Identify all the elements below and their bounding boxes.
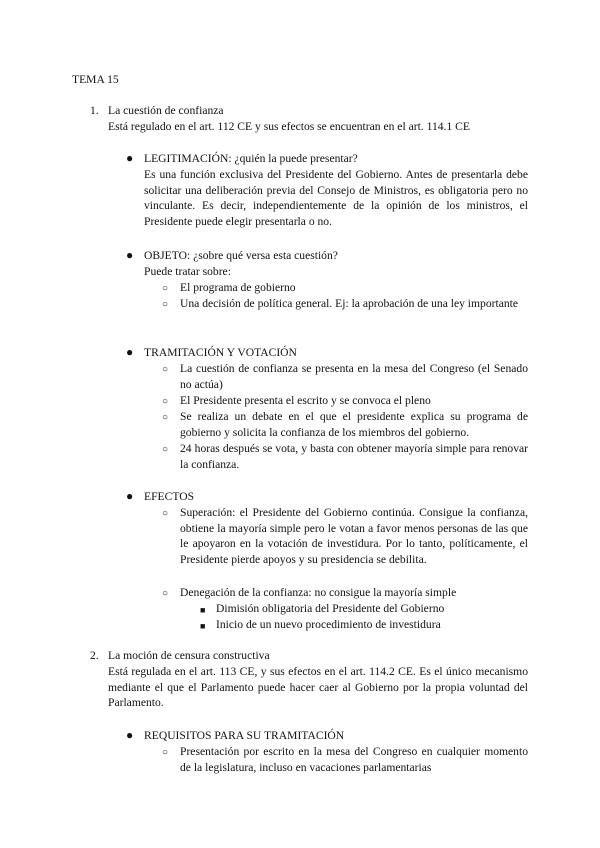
list-subitem: Dimisión obligatoria del Presidente del Gobierno [216, 602, 445, 615]
subsection-heading: LEGITIMACIÓN: ¿quién la puede presentar? [144, 152, 358, 165]
bullet-circle-icon: ○ [162, 412, 169, 423]
section-intro: Está regulada en el art. 113 CE, y sus efectos en el art. 114.2 CE. Es el único mecanismo mediante el que el Parlamento puede hacer caer al Gobierno por la propia voluntad del Parlamento. [108, 665, 528, 710]
list-item: 24 horas después se vota, y basta con obtener mayoría simple para renovar la confianza. [180, 442, 528, 471]
list-item: Denegación de la confianza: no consigue la mayoría simple [180, 586, 457, 599]
section-heading: La moción de censura constructiva [108, 649, 270, 662]
bullet-circle-icon: ○ [162, 299, 169, 310]
subsection-heading: OBJETO: ¿sobre qué versa esta cuestión? [144, 249, 338, 262]
bullet-circle-icon: ○ [162, 588, 169, 599]
list-item: La cuestión de confianza se presenta en la mesa del Congreso (el Senado no actúa) [180, 362, 528, 391]
subsection-heading: TRAMITACIÓN Y VOTACIÓN [144, 346, 297, 359]
bullet-square-icon: ■ [200, 605, 206, 615]
section-heading: La cuestión de confianza [108, 104, 224, 117]
list-item: El programa de gobierno [180, 281, 296, 294]
section-number: 1. [90, 104, 99, 117]
paragraph: Es una función exclusiva del Presidente del Gobierno. Antes de presentarla debe solicitar una deliberación previa del Consejo de Ministros, es obligatoria pero no vinculante. Es decir, independientemente de la opinión de los ministros, el Presidente puede elegir presentarla o no. [144, 168, 528, 228]
list-item: Se realiza un debate en el que el presidente explica su programa de gobierno y solicita la confianza de los miembros del gobierno. [180, 410, 528, 439]
bullet-circle-icon: ○ [162, 508, 169, 519]
bullet-disc-icon: ● [126, 728, 134, 742]
bullet-circle-icon: ○ [162, 364, 169, 375]
section-number: 2. [90, 649, 99, 662]
bullet-disc-icon: ● [126, 248, 134, 262]
section-intro: Está regulado en el art. 112 CE y sus efectos se encuentran en el art. 114.1 CE [108, 120, 470, 133]
paragraph: Puede tratar sobre: [144, 265, 231, 278]
bullet-circle-icon: ○ [162, 444, 169, 455]
list-item: El Presidente presenta el escrito y se convoca el pleno [180, 394, 431, 407]
document-title: TEMA 15 [72, 73, 119, 86]
bullet-circle-icon: ○ [162, 283, 169, 294]
list-item: Una decisión de política general. Ej: la aprobación de una ley importante [180, 297, 519, 310]
bullet-disc-icon: ● [126, 489, 134, 503]
subsection-heading: EFECTOS [144, 490, 195, 503]
bullet-circle-icon: ○ [162, 747, 169, 758]
subsection-heading: REQUISITOS PARA SU TRAMITACIÓN [144, 729, 345, 742]
bullet-circle-icon: ○ [162, 396, 169, 407]
list-item: Presentación por escrito en la mesa del Congreso en cualquier momento de la legislatura, incluso en vacaciones parlamentarias [180, 745, 528, 774]
bullet-square-icon: ■ [200, 621, 206, 631]
bullet-disc-icon: ● [126, 345, 134, 359]
bullet-disc-icon: ● [126, 151, 134, 165]
list-subitem: Inicio de un nuevo procedimiento de investidura [216, 618, 441, 631]
list-item: Superación: el Presidente del Gobierno continúa. Consigue la confianza, obtiene la mayoría simple pero le votan a favor menos personas de las que le apoyaron en la votación de investidura. Por lo tanto, políticamente, el Presidente pierde apoyos y su presidencia se debilita. [180, 506, 528, 566]
